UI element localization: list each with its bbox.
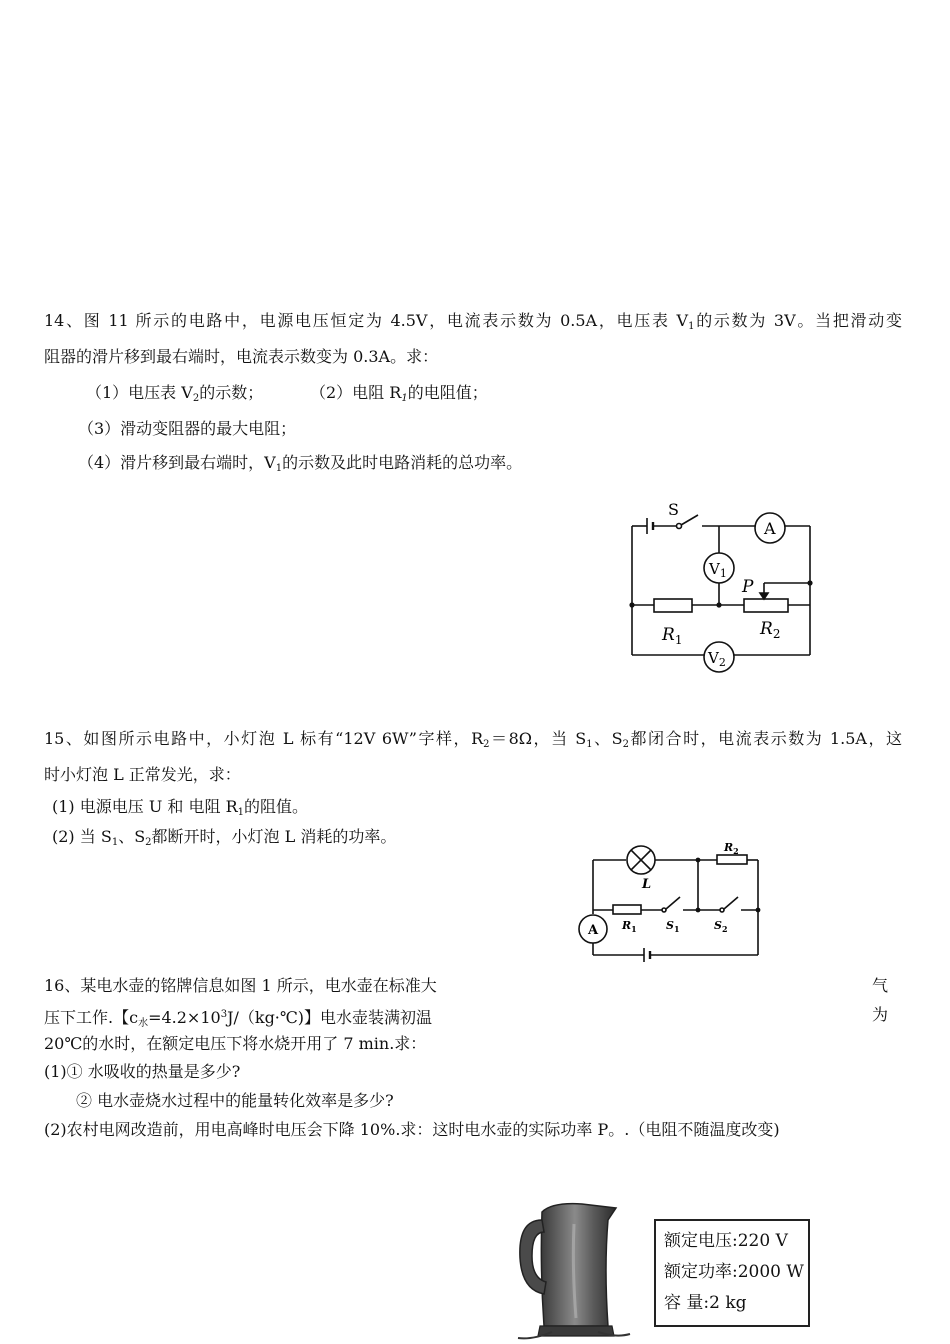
q15-r2-label: $R_2$ (724, 841, 739, 856)
q15-line-2: 时小灯泡 L 正常发光，求： (44, 765, 241, 784)
q14-circuit-diagram (620, 495, 825, 680)
q15-s2-label: $S_2$ (714, 919, 728, 934)
q15-part-1: (1) 电源电压 U 和 电阻 $R_1$的阻值。 (52, 797, 309, 818)
q14-part-1: （1）电压表 $V_2$的示数； (86, 383, 264, 404)
q14-slider-label: P (742, 577, 754, 597)
q16-line-2a: 压下工作.【$c_水=4.2\times 10^3J/(kg\cdot℃)$】电水壶装满初温 (44, 1008, 433, 1029)
q14-r2-label: $R_2$ (760, 619, 781, 641)
q16-line-4: (1)① 水吸收的热量是多少? (44, 1062, 241, 1081)
q15-r1-label: $R_1$ (622, 919, 637, 934)
q14-r1-label: $R_1$ (662, 625, 683, 647)
nameplate-rated-power: 额定功率:2000 W (664, 1262, 804, 1282)
q15-s1-label: $S_1$ (666, 919, 680, 934)
q14-part-4: （4）滑片移到最右端时，$V_1$的示数及此时电路消耗的总功率。 (78, 453, 523, 474)
q15-part-2: (2) 当 $S_1$、$S_2$都断开时，小灯泡 L 消耗的功率。 (52, 827, 397, 848)
kettle-nameplate (654, 1219, 810, 1327)
q16-line-6: (2)农村电网改造前，用电高峰时电压会下降 10%.求：这时电水壶的实际功率 P。.（电阻不随温度改变) (44, 1120, 780, 1139)
q14-v1-label: $V_1$ (709, 560, 727, 580)
kettle-illustration (512, 1198, 632, 1344)
q14-switch-label: S (668, 500, 679, 519)
q16-line-5: ② 电水壶烧水过程中的能量转化效率是多少? (76, 1091, 394, 1110)
q14-ammeter-label: A (764, 519, 776, 538)
nameplate-capacity: 容 量:2 kg (664, 1293, 747, 1313)
q16-line-3: 20℃的水时，在额定电压下将水烧开用了 7 min.求： (44, 1034, 427, 1053)
q16-line-1a: 16、某电水壶的铭牌信息如图 1 所示，电水壶在标准大 (44, 976, 437, 995)
q15-lamp-label: L (642, 877, 652, 892)
q16-line-2b: 为 (872, 1005, 889, 1024)
q15-circuit-diagram (570, 842, 770, 967)
q14-part-3: （3）滑动变阻器的最大电阻； (78, 419, 297, 438)
nameplate-rated-voltage: 额定电压:220 V (664, 1231, 788, 1251)
q16-line-1b: 气 (872, 976, 889, 995)
q15-ammeter-label: A (588, 923, 599, 938)
q14-part-2: （2）电阻 $R_1$的电阻值； (310, 383, 488, 404)
q15-line-1: 15、如图所示电路中，小灯泡 L 标有“12V 6W”字样，$R_2=8\Omega$，当 $S_1$、$S_2$都闭合时，电流表示数为 1.5A，这 (44, 729, 902, 750)
q14-line-2: 阻器的滑片移到最右端时，电流表示数变为 0.3A。求： (44, 347, 439, 366)
q14-v2-label: $V_2$ (708, 649, 726, 669)
q14-line-1: 14、图 11 所示的电路中，电源电压恒定为 4.5V，电流表示数为 0.5A，电压表 $V_1$的示数为 3V。当把滑动变 (44, 311, 902, 332)
